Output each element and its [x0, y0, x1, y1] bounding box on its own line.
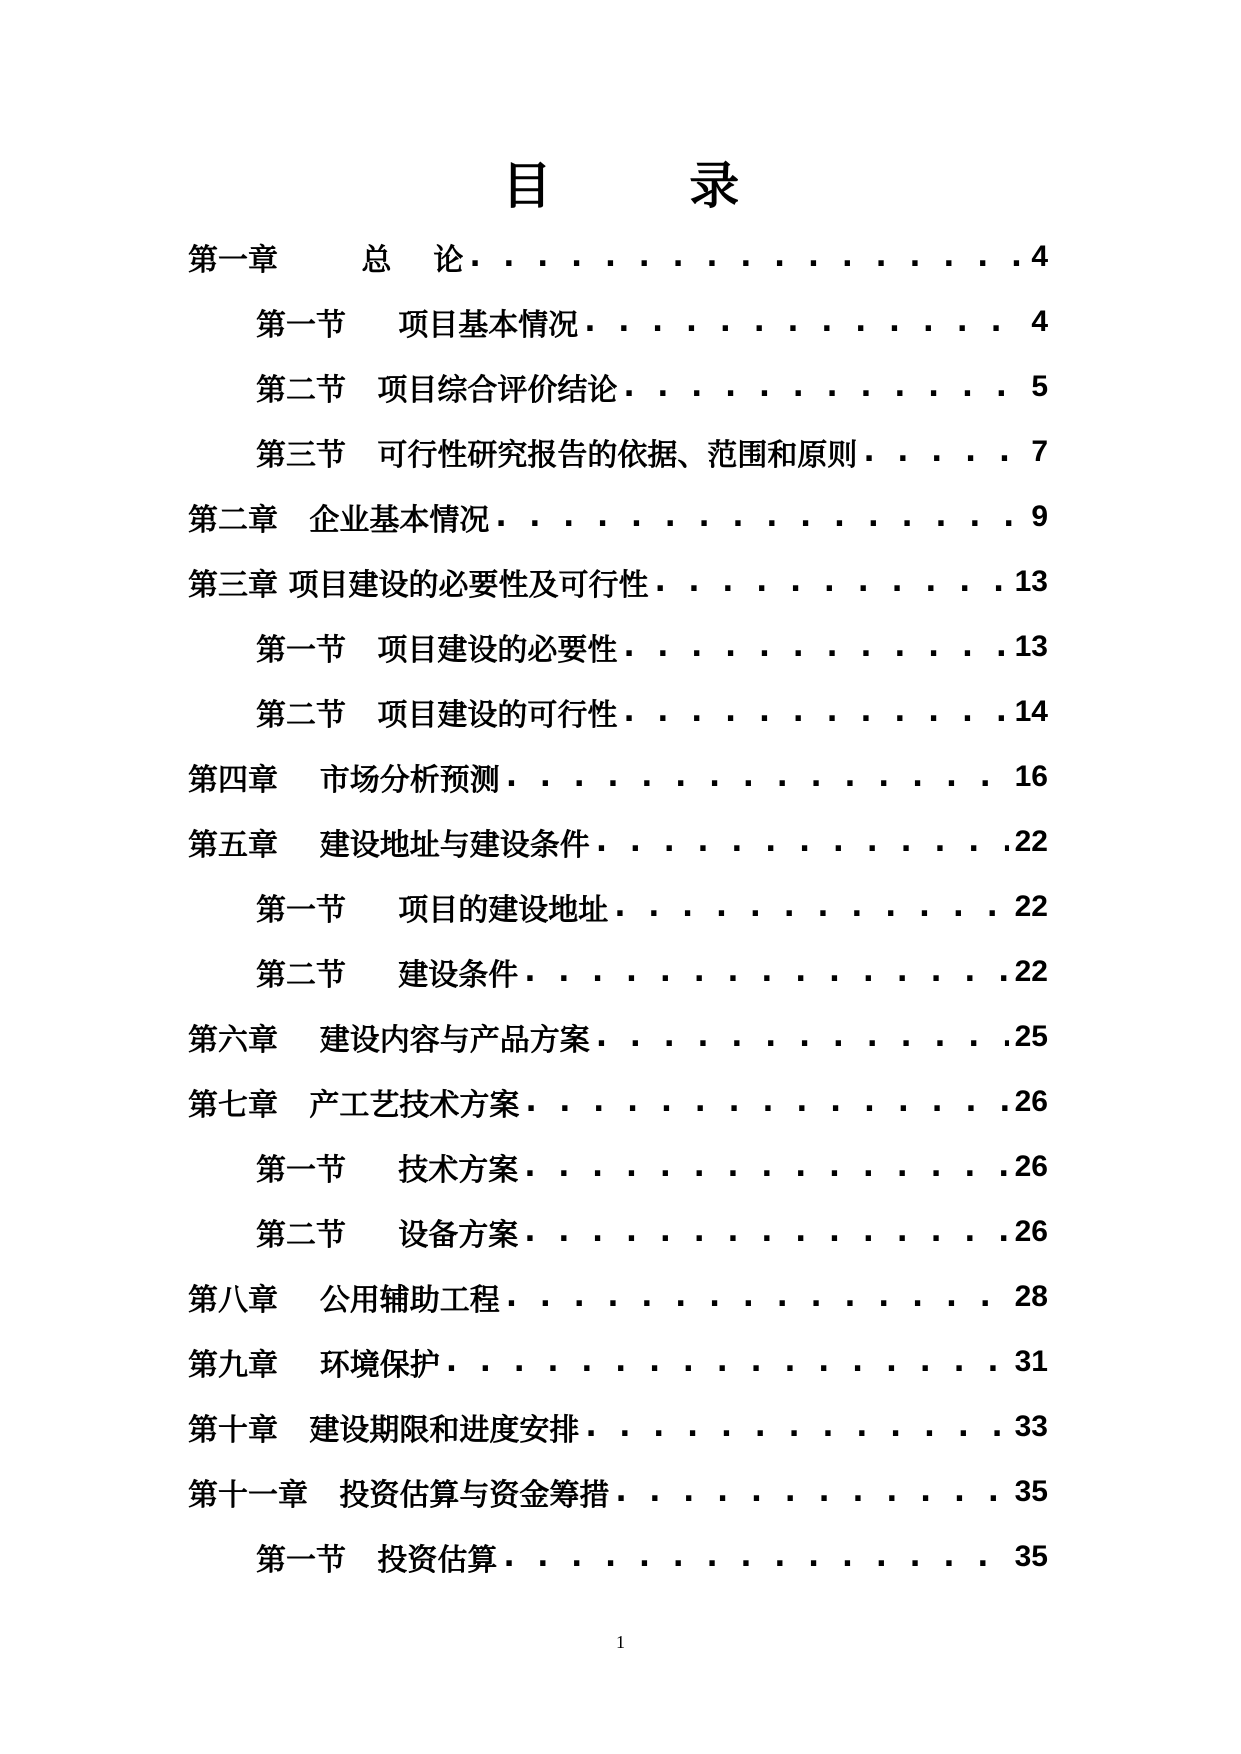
- toc-page-number: 13: [1014, 629, 1048, 663]
- toc-entry-label: 第二章 企业基本情况: [188, 502, 490, 538]
- toc-dot-leader: [506, 1279, 1009, 1314]
- toc-page-number: 13: [1014, 564, 1048, 598]
- toc-page-number: 5: [1031, 369, 1048, 403]
- toc-dot-leader: [524, 1149, 1008, 1184]
- toc-page-number: 26: [1014, 1214, 1048, 1248]
- toc-dot-leader: [623, 694, 1008, 729]
- footer-page-number: 1: [616, 1632, 625, 1652]
- toc-entry-label: 第二节 项目建设的可行性: [256, 697, 618, 733]
- toc-entry-label: 第一节 技术方案: [256, 1152, 519, 1188]
- toc-page-number: 35: [1014, 1474, 1048, 1508]
- toc-entry-label: 第六章 建设内容与产品方案: [188, 1022, 590, 1058]
- toc-entry-label: 第十一章 投资估算与资金筹措: [188, 1477, 610, 1513]
- toc-dot-leader: [503, 1539, 1008, 1574]
- toc-dot-leader: [506, 759, 1009, 794]
- toc-page-number: 4: [1031, 304, 1048, 338]
- toc-page-number: 28: [1014, 1279, 1048, 1313]
- toc-entry-label: 第十章 建设期限和进度安排: [188, 1412, 580, 1448]
- toc-entry-chapter-3[interactable]: [188, 549, 1048, 614]
- toc-dot-leader: [446, 1344, 1009, 1379]
- toc-entry-chapter-2[interactable]: [188, 484, 1048, 549]
- toc-entry-section-11-1[interactable]: [188, 1524, 1048, 1589]
- toc-entry-label: 第一节 投资估算: [256, 1542, 498, 1578]
- toc-entry-label: 第八章 公用辅助工程: [188, 1282, 500, 1318]
- toc-entry-section-3-1[interactable]: [188, 614, 1048, 679]
- toc-entry-chapter-4[interactable]: [188, 744, 1048, 809]
- toc-page-number: 9: [1031, 499, 1048, 533]
- toc-page-number: 26: [1014, 1084, 1048, 1118]
- toc-dot-leader: [469, 239, 1022, 274]
- toc-entry-chapter-6[interactable]: [188, 1004, 1048, 1069]
- toc-entry-section-1-3[interactable]: [188, 419, 1048, 484]
- toc-page-number: 26: [1014, 1149, 1048, 1183]
- toc-entry-section-5-2[interactable]: [188, 939, 1048, 1004]
- toc-entry-chapter-8[interactable]: [188, 1264, 1048, 1329]
- toc-entry-label: 第一节 项目基本情况: [256, 307, 579, 343]
- toc-page-number: 14: [1014, 694, 1048, 728]
- toc-page-number: 25: [1014, 1019, 1048, 1053]
- toc-dot-leader: [584, 304, 1022, 339]
- toc-dot-leader: [863, 434, 1022, 469]
- toc-entry-chapter-5[interactable]: [188, 809, 1048, 874]
- toc-entry-section-1-1[interactable]: [188, 289, 1048, 354]
- toc-entry-chapter-10[interactable]: [188, 1394, 1048, 1459]
- toc-page-number: 7: [1031, 434, 1048, 468]
- toc-entry-label: 第二节 建设条件: [256, 957, 519, 993]
- toc-entry-chapter-11[interactable]: [188, 1459, 1048, 1524]
- toc-dot-leader: [495, 499, 1022, 534]
- table-of-contents: [188, 224, 1048, 1589]
- toc-page-number: 33: [1014, 1409, 1048, 1443]
- toc-entry-label: 第一节 项目建设的必要性: [256, 632, 618, 668]
- toc-page-number: 16: [1014, 759, 1048, 793]
- toc-entry-chapter-7[interactable]: [188, 1069, 1048, 1134]
- toc-entry-label: 第三节 可行性研究报告的依据、范围和原则: [256, 437, 858, 473]
- toc-entry-label: 第五章 建设地址与建设条件: [188, 827, 590, 863]
- toc-entry-chapter-9[interactable]: [188, 1329, 1048, 1394]
- toc-page-number: 22: [1014, 824, 1048, 858]
- toc-dot-leader: [654, 564, 1008, 599]
- toc-page-number: 31: [1014, 1344, 1048, 1378]
- toc-entry-label: 第一章 总 论: [188, 242, 464, 278]
- toc-dot-leader: [623, 629, 1008, 664]
- toc-entry-label: 第二节 项目综合评价结论: [256, 372, 618, 408]
- toc-dot-leader: [614, 889, 1008, 924]
- toc-entry-section-3-2[interactable]: [188, 679, 1048, 744]
- toc-page-number: 35: [1014, 1539, 1048, 1573]
- toc-dot-leader: [623, 369, 1022, 404]
- toc-entry-label: 第七章 产工艺技术方案: [188, 1087, 520, 1123]
- toc-dot-leader: [596, 824, 1009, 859]
- toc-page-number: 22: [1014, 889, 1048, 923]
- toc-dot-leader: [585, 1409, 1008, 1444]
- toc-entry-section-7-1[interactable]: [188, 1134, 1048, 1199]
- toc-entry-section-5-1[interactable]: [188, 874, 1048, 939]
- toc-entry-label: 第二节 设备方案: [256, 1217, 519, 1253]
- page-title: 目 录: [501, 157, 800, 215]
- toc-dot-leader: [615, 1474, 1008, 1509]
- toc-entry-label: 第三章 项目建设的必要性及可行性: [188, 567, 649, 603]
- toc-entry-section-7-2[interactable]: [188, 1199, 1048, 1264]
- toc-dot-leader: [524, 954, 1008, 989]
- toc-entry-label: 第一节 项目的建设地址: [256, 892, 609, 928]
- toc-entry-label: 第四章 市场分析预测: [188, 762, 500, 798]
- toc-dot-leader: [525, 1084, 1008, 1119]
- toc-dot-leader: [596, 1019, 1009, 1054]
- toc-entry-label: 第九章 环境保护: [188, 1347, 440, 1383]
- toc-page-number: 4: [1031, 239, 1048, 273]
- toc-dot-leader: [524, 1214, 1008, 1249]
- toc-page-number: 22: [1014, 954, 1048, 988]
- toc-entry-section-1-2[interactable]: [188, 354, 1048, 419]
- toc-entry-chapter-1[interactable]: [188, 224, 1048, 289]
